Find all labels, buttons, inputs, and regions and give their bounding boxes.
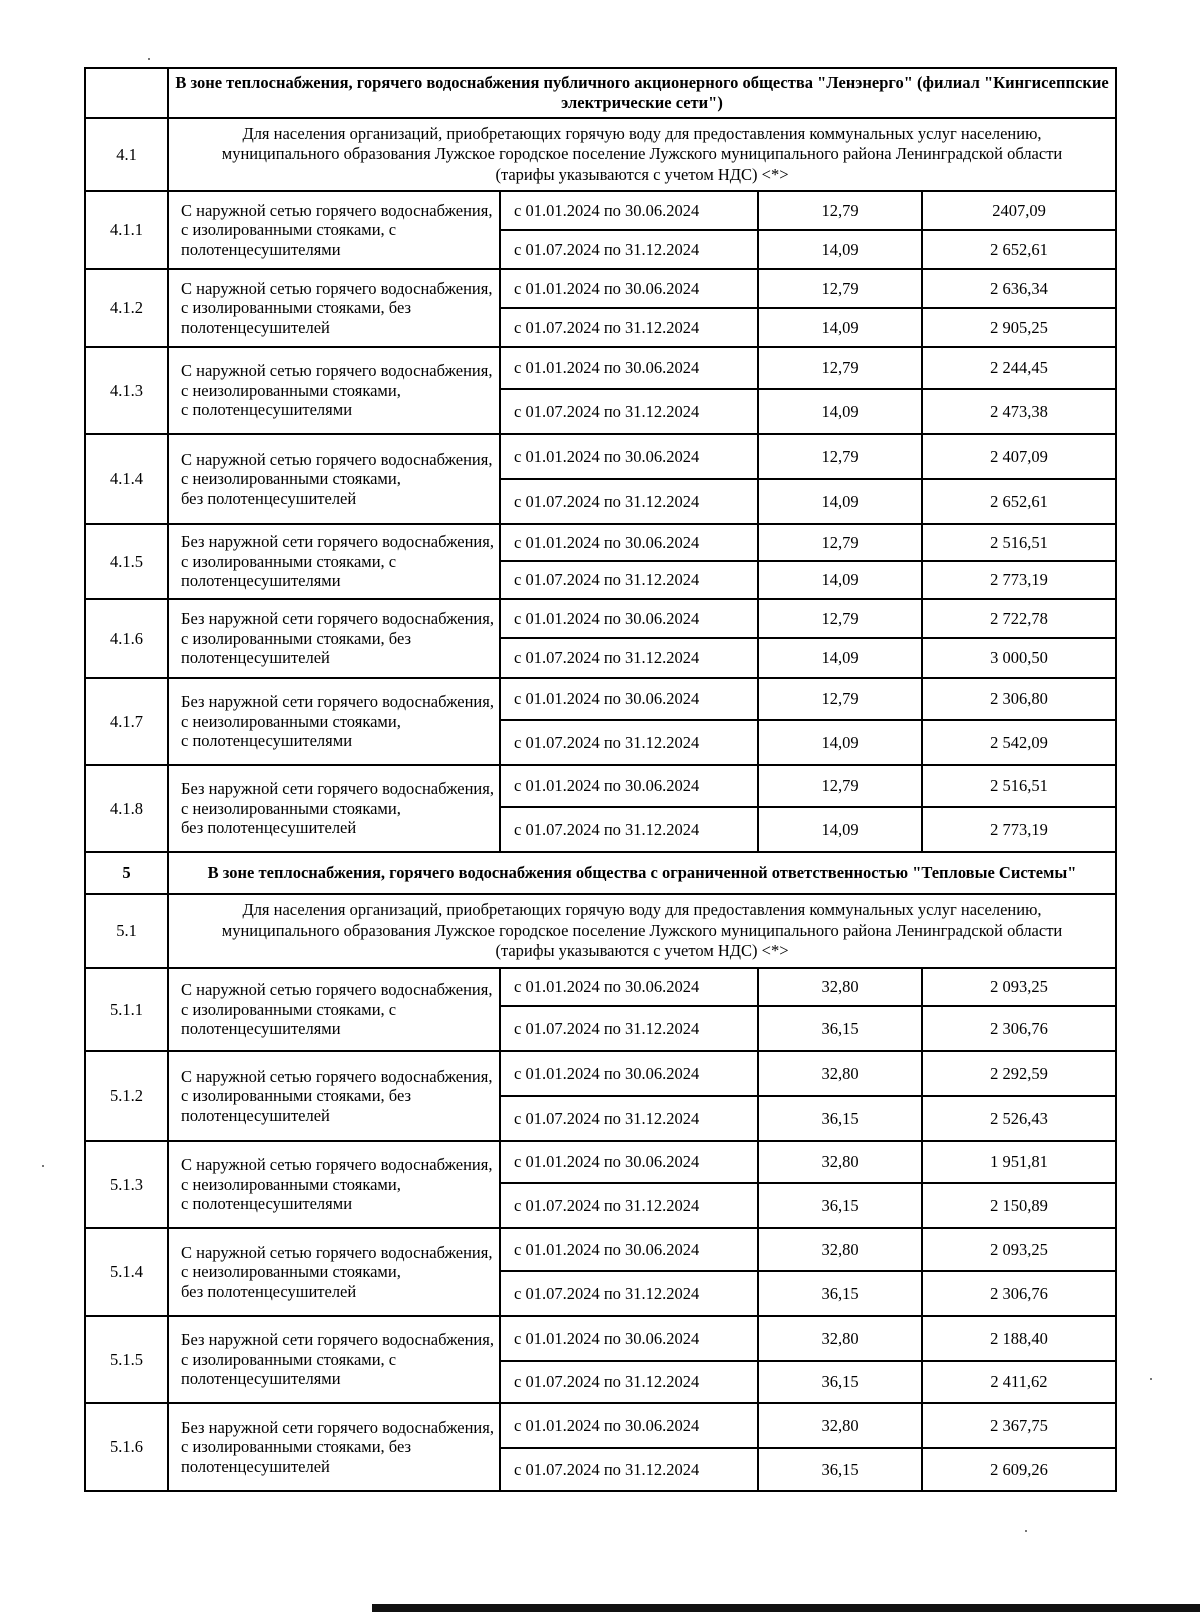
- tariff-component-value: 36,15: [758, 1361, 922, 1403]
- group-header-row: [85, 118, 1116, 191]
- tariff-price: 2 411,62: [922, 1361, 1116, 1403]
- group-title: Для населения организаций, приобретающих горячую воду для предоставления коммунальных услуг населению, муниципального образования Лужское городское поселение Лужского муниципального района Ленинградской области (тарифы указываются с учетом НДС) <*>: [168, 118, 1116, 191]
- item-description: [168, 1403, 500, 1491]
- validity-period: с 01.07.2024 по 31.12.2024: [500, 308, 758, 347]
- scan-speck: [148, 58, 150, 60]
- tariff-row: [85, 1228, 1116, 1271]
- tariff-price: 2 609,26: [922, 1448, 1116, 1491]
- tariff-component-value: 36,15: [758, 1448, 922, 1491]
- tariff-row: [85, 968, 1116, 1006]
- tariff-price: 2 516,51: [922, 765, 1116, 807]
- item-number: 4.1.4: [85, 434, 168, 524]
- tariff-price: 2407,09: [922, 191, 1116, 230]
- tariff-price: 2 407,09: [922, 434, 1116, 479]
- tariff-component-value: 14,09: [758, 308, 922, 347]
- group-number: 5.1: [85, 894, 168, 968]
- group-header-row: [85, 894, 1116, 968]
- validity-period: с 01.01.2024 по 30.06.2024: [500, 1228, 758, 1271]
- tariff-component-value: 32,80: [758, 1051, 922, 1096]
- tariff-component-value: 14,09: [758, 479, 922, 524]
- item-description-line: С наружной сетью горячего водоснабжения, с изолированными стояками, с полотенцесушителями: [181, 200, 493, 259]
- tariff-component-value: 14,09: [758, 230, 922, 269]
- zone-number: [85, 68, 168, 118]
- item-description: [168, 1228, 500, 1316]
- item-description: [168, 524, 500, 599]
- item-description-line: без полотенцесушителей: [181, 488, 357, 508]
- tariff-component-value: 12,79: [758, 434, 922, 479]
- item-number: 4.1.3: [85, 347, 168, 434]
- item-number: 5.1.1: [85, 968, 168, 1051]
- item-description-line: Без наружной сети горячего водоснабжения,: [181, 692, 494, 712]
- scan-speck: [42, 1165, 44, 1167]
- item-number: 4.1.1: [85, 191, 168, 269]
- validity-period: с 01.01.2024 по 30.06.2024: [500, 599, 758, 638]
- item-description: [168, 765, 500, 852]
- validity-period: с 01.07.2024 по 31.12.2024: [500, 1006, 758, 1051]
- tariff-row: [85, 347, 1116, 389]
- tariff-price: 2 526,43: [922, 1096, 1116, 1141]
- tariff-price: 2 542,09: [922, 720, 1116, 765]
- zone-title: В зоне теплоснабжения, горячего водоснабжения публичного акционерного общества "Ленэнерго" (филиал "Кингисеппские электрические сети"): [168, 68, 1116, 118]
- tariff-component-value: 14,09: [758, 720, 922, 765]
- tariff-price: 2 773,19: [922, 807, 1116, 852]
- item-description-line: Без наружной сети горячего водоснабжения, с изолированными стояками, без полотенцесушителей: [181, 609, 494, 668]
- tariff-component-value: 12,79: [758, 765, 922, 807]
- tariff-price: 2 905,25: [922, 308, 1116, 347]
- validity-period: с 01.07.2024 по 31.12.2024: [500, 807, 758, 852]
- tariff-component-value: 32,80: [758, 1141, 922, 1183]
- item-description-line: без полотенцесушителей: [181, 1281, 357, 1301]
- scan-speck: [1025, 1530, 1027, 1532]
- tariff-price: 2 636,34: [922, 269, 1116, 308]
- zone-header-row: [85, 68, 1116, 118]
- tariff-row: [85, 524, 1116, 561]
- validity-period: с 01.01.2024 по 30.06.2024: [500, 1316, 758, 1361]
- item-description-line: с неизолированными стояками,: [181, 798, 401, 818]
- validity-period: с 01.07.2024 по 31.12.2024: [500, 389, 758, 434]
- tariff-row: [85, 1316, 1116, 1361]
- item-description-line: с неизолированными стояками,: [181, 711, 401, 731]
- tariff-row: [85, 599, 1116, 638]
- tariff-component-value: 36,15: [758, 1006, 922, 1051]
- validity-period: с 01.01.2024 по 30.06.2024: [500, 1141, 758, 1183]
- validity-period: с 01.07.2024 по 31.12.2024: [500, 230, 758, 269]
- zone-number: 5: [85, 852, 168, 894]
- validity-period: с 01.07.2024 по 31.12.2024: [500, 720, 758, 765]
- tariff-row: [85, 434, 1116, 479]
- item-description-line: С наружной сетью горячего водоснабжения,: [181, 1242, 493, 1262]
- item-description-line: С наружной сетью горячего водоснабжения,: [181, 361, 493, 381]
- validity-period: с 01.07.2024 по 31.12.2024: [500, 1271, 758, 1316]
- validity-period: с 01.01.2024 по 30.06.2024: [500, 968, 758, 1006]
- item-number: 4.1.5: [85, 524, 168, 599]
- item-description-line: без полотенцесушителей: [181, 818, 357, 838]
- validity-period: с 01.07.2024 по 31.12.2024: [500, 1096, 758, 1141]
- tariff-component-value: 32,80: [758, 1403, 922, 1448]
- tariff-row: [85, 1141, 1116, 1183]
- item-number: 4.1.7: [85, 678, 168, 765]
- scan-speck: [1150, 1378, 1152, 1380]
- validity-period: с 01.07.2024 по 31.12.2024: [500, 638, 758, 678]
- item-number: 5.1.6: [85, 1403, 168, 1491]
- tariff-row: [85, 765, 1116, 807]
- item-number: 5.1.2: [85, 1051, 168, 1141]
- validity-period: с 01.07.2024 по 31.12.2024: [500, 1183, 758, 1228]
- tariff-row: [85, 1403, 1116, 1448]
- item-description-line: С наружной сетью горячего водоснабжения, с изолированными стояками, без полотенцесушителей: [181, 1066, 493, 1125]
- item-description: [168, 347, 500, 434]
- item-number: 4.1.8: [85, 765, 168, 852]
- validity-period: с 01.07.2024 по 31.12.2024: [500, 1361, 758, 1403]
- validity-period: с 01.01.2024 по 30.06.2024: [500, 347, 758, 389]
- item-description-line: С наружной сетью горячего водоснабжения,: [181, 449, 493, 469]
- item-description-line: с полотенцесушителями: [181, 1194, 353, 1214]
- tariff-price: 2 722,78: [922, 599, 1116, 638]
- tariff-component-value: 12,79: [758, 347, 922, 389]
- group-title: Для населения организаций, приобретающих горячую воду для предоставления коммунальных услуг населению, муниципального образования Лужское городское поселение Лужского муниципального района Ленинградской области (тарифы указываются с учетом НДС) <*>: [168, 894, 1116, 968]
- tariff-price: 3 000,50: [922, 638, 1116, 678]
- item-description-line: С наружной сетью горячего водоснабжения, с изолированными стояками, с полотенцесушителями: [181, 980, 493, 1039]
- item-description-line: с неизолированными стояками,: [181, 380, 401, 400]
- item-description: [168, 1141, 500, 1228]
- item-number: 5.1.3: [85, 1141, 168, 1228]
- tariff-price: 2 188,40: [922, 1316, 1116, 1361]
- validity-period: с 01.01.2024 по 30.06.2024: [500, 1403, 758, 1448]
- tariff-row: [85, 269, 1116, 308]
- item-description-line: С наружной сетью горячего водоснабжения,: [181, 1155, 493, 1175]
- tariff-price: 2 306,76: [922, 1006, 1116, 1051]
- zone-header-row: [85, 852, 1116, 894]
- tariff-component-value: 12,79: [758, 269, 922, 308]
- tariff-price: 2 150,89: [922, 1183, 1116, 1228]
- tariff-component-value: 32,80: [758, 968, 922, 1006]
- item-number: 5.1.4: [85, 1228, 168, 1316]
- tariff-price: 2 367,75: [922, 1403, 1116, 1448]
- item-description-line: С наружной сетью горячего водоснабжения, с изолированными стояками, без полотенцесушителей: [181, 278, 493, 337]
- tariff-price: 2 516,51: [922, 524, 1116, 561]
- tariff-row: [85, 191, 1116, 230]
- group-number: 4.1: [85, 118, 168, 191]
- tariff-component-value: 36,15: [758, 1183, 922, 1228]
- tariff-price: 2 093,25: [922, 968, 1116, 1006]
- validity-period: с 01.07.2024 по 31.12.2024: [500, 1448, 758, 1491]
- item-number: 4.1.6: [85, 599, 168, 678]
- tariff-price: 2 244,45: [922, 347, 1116, 389]
- tariff-table-body: [85, 68, 1116, 1491]
- item-description: [168, 599, 500, 678]
- validity-period: с 01.07.2024 по 31.12.2024: [500, 479, 758, 524]
- tariff-component-value: 12,79: [758, 524, 922, 561]
- item-description: [168, 269, 500, 347]
- item-description: [168, 968, 500, 1051]
- tariff-component-value: 14,09: [758, 638, 922, 678]
- validity-period: с 01.01.2024 по 30.06.2024: [500, 191, 758, 230]
- item-description-line: Без наружной сети горячего водоснабжения, с изолированными стояками, без полотенцесушителей: [181, 1417, 494, 1476]
- item-description-line: с неизолированными стояками,: [181, 469, 401, 489]
- item-number: 5.1.5: [85, 1316, 168, 1403]
- tariff-component-value: 36,15: [758, 1096, 922, 1141]
- tariff-row: [85, 1051, 1116, 1096]
- validity-period: с 01.01.2024 по 30.06.2024: [500, 269, 758, 308]
- tariff-component-value: 12,79: [758, 191, 922, 230]
- tariff-price: 2 292,59: [922, 1051, 1116, 1096]
- item-description: [168, 1051, 500, 1141]
- tariff-price: 1 951,81: [922, 1141, 1116, 1183]
- tariff-component-value: 14,09: [758, 561, 922, 599]
- tariff-price: 2 306,76: [922, 1271, 1116, 1316]
- item-description-line: с неизолированными стояками,: [181, 1262, 401, 1282]
- item-description-line: Без наружной сети горячего водоснабжения,: [181, 779, 494, 799]
- tariff-row: [85, 678, 1116, 720]
- tariff-table: [84, 67, 1117, 1492]
- item-description: [168, 1316, 500, 1403]
- item-description-line: с неизолированными стояками,: [181, 1174, 401, 1194]
- item-description-line: с полотенцесушителями: [181, 731, 353, 751]
- tariff-component-value: 32,80: [758, 1316, 922, 1361]
- item-description-line: Без наружной сети горячего водоснабжения, с изолированными стояками, с полотенцесушителями: [181, 532, 494, 591]
- zone-title: В зоне теплоснабжения, горячего водоснабжения общества с ограниченной ответственностью "Тепловые Системы": [168, 852, 1116, 894]
- tariff-price: 2 652,61: [922, 230, 1116, 269]
- scan-bottom-edge: [372, 1604, 1200, 1612]
- tariff-document-page: [84, 67, 1115, 1492]
- item-description-line: с полотенцесушителями: [181, 400, 353, 420]
- validity-period: с 01.01.2024 по 30.06.2024: [500, 1051, 758, 1096]
- tariff-component-value: 36,15: [758, 1271, 922, 1316]
- tariff-component-value: 14,09: [758, 807, 922, 852]
- validity-period: с 01.01.2024 по 30.06.2024: [500, 678, 758, 720]
- item-description-line: Без наружной сети горячего водоснабжения, с изолированными стояками, с полотенцесушителями: [181, 1330, 494, 1389]
- tariff-component-value: 12,79: [758, 678, 922, 720]
- item-number: 4.1.2: [85, 269, 168, 347]
- tariff-price: 2 093,25: [922, 1228, 1116, 1271]
- tariff-component-value: 12,79: [758, 599, 922, 638]
- tariff-price: 2 473,38: [922, 389, 1116, 434]
- tariff-component-value: 32,80: [758, 1228, 922, 1271]
- validity-period: с 01.01.2024 по 30.06.2024: [500, 434, 758, 479]
- item-description: [168, 434, 500, 524]
- validity-period: с 01.01.2024 по 30.06.2024: [500, 524, 758, 561]
- tariff-component-value: 14,09: [758, 389, 922, 434]
- tariff-price: 2 773,19: [922, 561, 1116, 599]
- item-description: [168, 191, 500, 269]
- item-description: [168, 678, 500, 765]
- validity-period: с 01.07.2024 по 31.12.2024: [500, 561, 758, 599]
- validity-period: с 01.01.2024 по 30.06.2024: [500, 765, 758, 807]
- tariff-price: 2 652,61: [922, 479, 1116, 524]
- tariff-price: 2 306,80: [922, 678, 1116, 720]
